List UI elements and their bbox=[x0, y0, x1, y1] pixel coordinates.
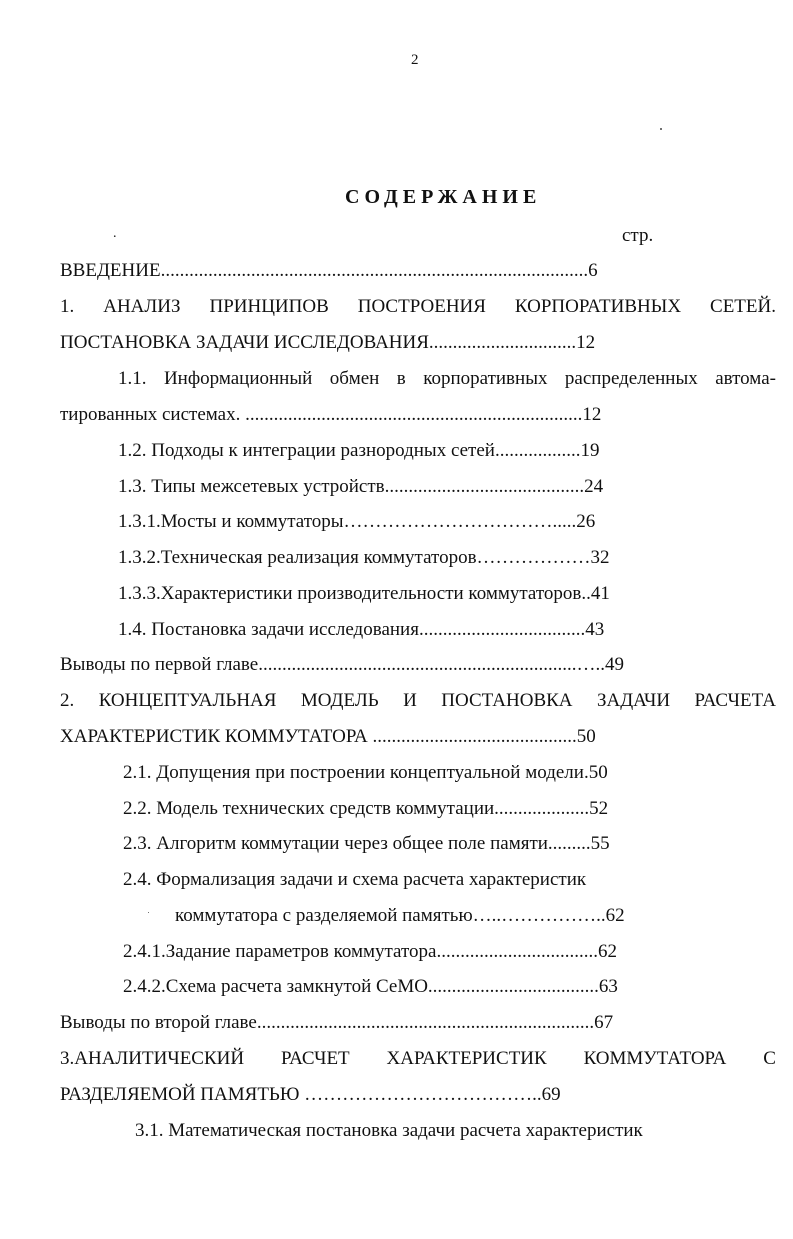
toc-chapter-2-line-1 bbox=[60, 689, 776, 713]
toc-section-1-2: 1.2. Подходы к интеграции разнородных сетей..................19 bbox=[118, 440, 600, 461]
word: ХАРАКТЕРИСТИК bbox=[386, 1048, 547, 1069]
word: МОДЕЛЬ bbox=[300, 690, 379, 711]
word: С bbox=[763, 1048, 776, 1069]
toc-intro: ВВЕДЕНИЕ..........................................................................................6 bbox=[60, 260, 598, 281]
word: ПОСТРОЕНИЯ bbox=[357, 296, 486, 317]
toc-section-1-3-1: 1.3.1.Мосты и коммутаторы…………………………….....26 bbox=[118, 511, 596, 532]
toc-section-1-3: 1.3. Типы межсетевых устройств..........................................24 bbox=[118, 476, 604, 497]
word: 1. bbox=[60, 296, 75, 317]
scan-speck bbox=[148, 912, 149, 913]
word: ЗАДАЧИ bbox=[596, 690, 671, 711]
toc-section-1-3-2: 1.3.2.Техническая реализация коммутаторов………………32 bbox=[118, 547, 610, 568]
toc-chapter-3-line-2: РАЗДЕЛЯЕМОЙ ПАМЯТЬЮ ………………………………..69 bbox=[60, 1084, 561, 1105]
word: КОРПОРАТИВНЫХ bbox=[514, 296, 682, 317]
contents-heading: СОДЕРЖАНИЕ bbox=[345, 186, 542, 208]
word: распределенных bbox=[564, 368, 698, 389]
page-column-label: стр. bbox=[622, 225, 654, 246]
scan-speck bbox=[660, 128, 662, 130]
word: корпоративных bbox=[423, 368, 548, 389]
word: РАСЧЕТ bbox=[280, 1048, 350, 1069]
word: И bbox=[403, 690, 417, 711]
toc-conclusions-2: Выводы по второй главе.......................................................................67 bbox=[60, 1012, 614, 1033]
toc-section-3-1: 3.1. Математическая постановка задачи расчета характеристик bbox=[135, 1120, 643, 1141]
toc-chapter-3-line-1 bbox=[60, 1047, 776, 1071]
toc-section-2-4-line-1: 2.4. Формализация задачи и схема расчета характеристик bbox=[123, 869, 587, 890]
word: автома- bbox=[715, 368, 776, 389]
word: в bbox=[396, 368, 406, 389]
word: РАСЧЕТА bbox=[694, 690, 776, 711]
stray-mark: . bbox=[113, 226, 117, 241]
toc-section-2-2: 2.2. Модель технических средств коммутации....................52 bbox=[123, 798, 609, 819]
toc-section-2-4-2: 2.4.2.Схема расчета замкнутой СеМО....................................63 bbox=[123, 976, 618, 997]
word: обмен bbox=[329, 368, 380, 389]
toc-section-1-1-line-2: тированных системах. .......................................................................12 bbox=[60, 404, 602, 425]
toc-chapter-1-line-2: ПОСТАНОВКА ЗАДАЧИ ИССЛЕДОВАНИЯ...............................12 bbox=[60, 332, 596, 353]
toc-section-2-1: 2.1. Допущения при построении концептуальной модели.50 bbox=[123, 762, 608, 783]
word: КОНЦЕПТУАЛЬНАЯ bbox=[98, 690, 277, 711]
word: Информационный bbox=[163, 368, 313, 389]
word: 3.АНАЛИТИЧЕСКИЙ bbox=[60, 1048, 245, 1069]
toc-section-1-3-3: 1.3.3.Характеристики производительности коммутаторов..41 bbox=[118, 583, 610, 604]
word: 1.1. bbox=[118, 368, 147, 389]
toc-chapter-1-line-1 bbox=[60, 295, 776, 319]
toc-section-1-4: 1.4. Постановка задачи исследования...................................43 bbox=[118, 619, 605, 640]
page-number: 2 bbox=[411, 52, 419, 68]
toc-chapter-2-line-2: ХАРАКТЕРИСТИК КОММУТАТОРА ...........................................50 bbox=[60, 726, 596, 747]
toc-section-2-4-line-2: коммутатора с разделяемой памятью…..……………..62 bbox=[175, 905, 625, 926]
toc-conclusions-1: Выводы по первой главе...................................................................…..49 bbox=[60, 654, 624, 675]
toc-section-1-1-line-1 bbox=[118, 367, 776, 391]
word: АНАЛИЗ bbox=[103, 296, 181, 317]
word: ПРИНЦИПОВ bbox=[209, 296, 329, 317]
word: 2. bbox=[60, 690, 75, 711]
word: СЕТЕЙ. bbox=[710, 296, 776, 317]
word: ПОСТАНОВКА bbox=[441, 690, 573, 711]
word: КОММУТАТОРА bbox=[583, 1048, 727, 1069]
toc-section-2-4-1: 2.4.1.Задание параметров коммутатора..................................62 bbox=[123, 941, 617, 962]
toc-section-2-3: 2.3. Алгоритм коммутации через общее поле памяти.........55 bbox=[123, 833, 610, 854]
